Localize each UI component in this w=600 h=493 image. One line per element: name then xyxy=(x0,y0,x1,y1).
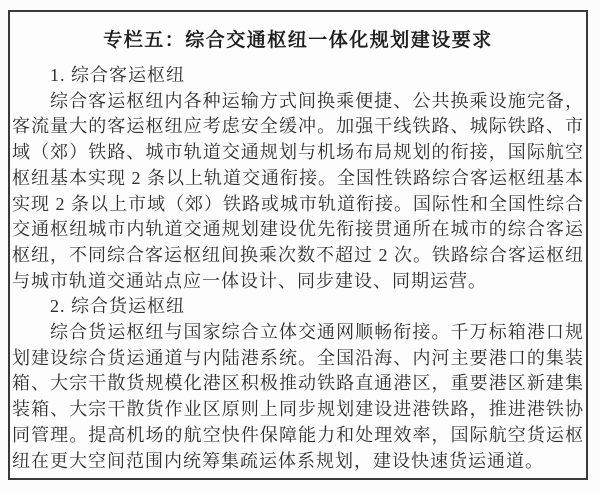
section-body-freight-hub: 综合货运枢纽与国家综合立体交通网顺畅衔接。千万标箱港口规划建设综合货运通道与内陆港系统。全国沿海、内河主要港口的集装箱、大宗干散货规模化港区积极推动铁路直通港区，重要港区新建集装箱、大宗干散货作业区原则上同步规划建设进港铁路，推进港铁协同管理。提高机场的航空快件保障能力和处理效率，国际航空货运枢纽在更大空间范围内统筹集疏运体系规划，建设快速货运通道。 xyxy=(12,322,584,471)
section-body-passenger-hub: 综合客运枢纽内各种运输方式间换乘便捷、公共换乘设施完备，客流量大的客运枢纽应考虑安全缓冲。加强干线铁路、城际铁路、市域（郊）铁路、城市轨道交通规划与机场布局规划的衔接，国际航空枢纽基本实现 2 条以上轨道交通衔接。全国性铁路综合客运枢纽基本实现 2 条以上市域（郊）铁路或城市轨道衔接。国际性和全国性综合交通枢纽城市内轨道交通规划建设优先衔接贯通所在城市的综合客运枢纽，不同综合客运枢纽间换乘次数不超过 2 次。铁路综合客运枢纽与城市轨道交通站点应一体设计、同步建设、同期运营。 xyxy=(12,90,584,291)
section-passenger-hub xyxy=(12,63,584,294)
section-heading-passenger-hub: 1. 综合客运枢纽 xyxy=(50,65,185,85)
section-heading-freight-hub: 2. 综合货运枢纽 xyxy=(50,296,185,317)
column-panel xyxy=(8,10,588,480)
section-freight-hub xyxy=(12,294,584,474)
panel-title: 专栏五：综合交通枢纽一体化规划建设要求 xyxy=(103,30,493,51)
